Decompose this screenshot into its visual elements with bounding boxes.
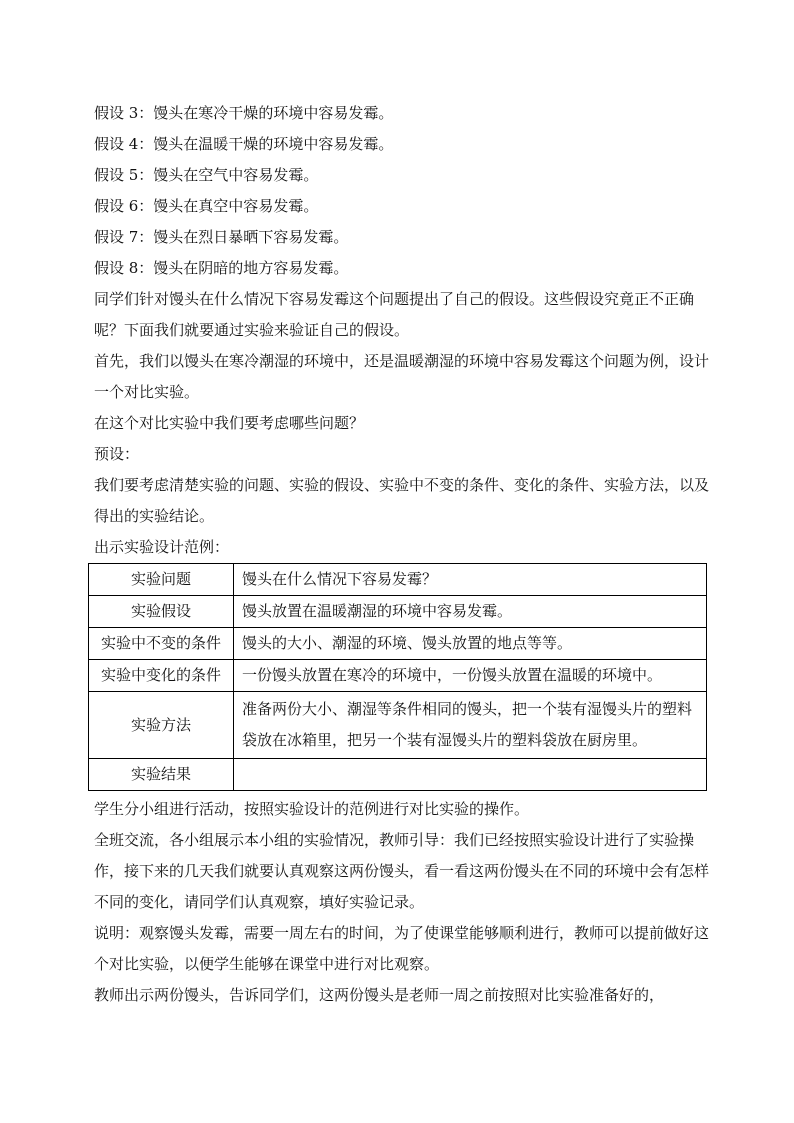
- table-row: [89, 660, 707, 692]
- intro-paragraph: 同学们针对馒头在什么情况下容易发霉这个问题提出了自己的假设。这些假设究竟正不正确呢？下面我们就要通过实验来验证自己的假设。: [94, 290, 695, 339]
- row-label: 实验方法: [89, 692, 234, 759]
- table-row: [89, 596, 707, 628]
- preset-paragraph: 我们要考虑清楚实验的问题、实验的假设、实验中不变的条件、变化的条件、实验方法，以及得出的实验结论。: [94, 476, 710, 525]
- row-label: 实验中不变的条件: [89, 628, 234, 660]
- row-value: 一份馒头放置在寒冷的环境中，一份馒头放置在温暖的环境中。: [234, 660, 707, 692]
- hypothesis-7: 假设 7：馒头在烈日暴晒下容易发霉。: [94, 228, 349, 246]
- table-row: [89, 628, 707, 660]
- table-row: [89, 759, 707, 791]
- row-label: 实验中变化的条件: [89, 660, 234, 692]
- activity-paragraph: 学生分小组进行活动，按照实验设计的范例进行对比实验的操作。: [94, 800, 530, 818]
- note-paragraph: 说明：观察馒头发霉，需要一周左右的时间，为了使课堂能够顺利进行，教师可以提前做好这个对比实验，以便学生能够在课堂中进行对比观察。: [94, 924, 710, 973]
- preset-label: 预设：: [94, 445, 140, 463]
- row-value: 准备两份大小、潮湿等条件相同的馒头，把一个装有湿馒头片的塑料袋放在冰箱里，把另一个装有湿馒头片的塑料袋放在厨房里。: [234, 692, 707, 759]
- hypothesis-8: 假设 8：馒头在阴暗的地方容易发霉。: [94, 259, 349, 277]
- document-body: [94, 98, 710, 1011]
- table-row: [89, 564, 707, 596]
- table-row: [89, 692, 707, 759]
- row-value: 馒头的大小、潮湿的环境、馒头放置的地点等等。: [234, 628, 707, 660]
- row-label: 实验结果: [89, 759, 234, 791]
- teacher-paragraph: 教师出示两份馒头，告诉同学们，这两份馒头是老师一周之前按照对比实验准备好的，: [94, 986, 665, 1004]
- first-paragraph: 首先，我们以馒头在寒冷潮湿的环境中，还是温暖潮湿的环境中容易发霉这个问题为例，设计一个对比实验。: [94, 352, 710, 401]
- question-paragraph: 在这个对比实验中我们要考虑哪些问题？: [94, 414, 365, 432]
- example-heading: 出示实验设计范例：: [94, 538, 230, 556]
- hypothesis-6: 假设 6：馒头在真空中容易发霉。: [94, 197, 319, 215]
- hypothesis-3: 假设 3：馒头在寒冷干燥的环境中容易发霉。: [94, 104, 394, 122]
- row-label: 实验假设: [89, 596, 234, 628]
- row-value: 馒头在什么情况下容易发霉？: [234, 564, 707, 596]
- experiment-design-table: [88, 563, 707, 791]
- row-value: [234, 759, 707, 791]
- hypothesis-4: 假设 4：馒头在温暖干燥的环境中容易发霉。: [94, 135, 394, 153]
- row-value: 馒头放置在温暖潮湿的环境中容易发霉。: [234, 596, 707, 628]
- hypothesis-5: 假设 5：馒头在空气中容易发霉。: [94, 166, 319, 184]
- exchange-paragraph: 全班交流，各小组展示本小组的实验情况，教师引导：我们已经按照实验设计进行了实验操作，接下来的几天我们就要认真观察这两份馒头，看一看这两份馒头在不同的环境中会有怎样不同的变化，请同学们认真观察，填好实验记录。: [94, 831, 710, 911]
- row-label: 实验问题: [89, 564, 234, 596]
